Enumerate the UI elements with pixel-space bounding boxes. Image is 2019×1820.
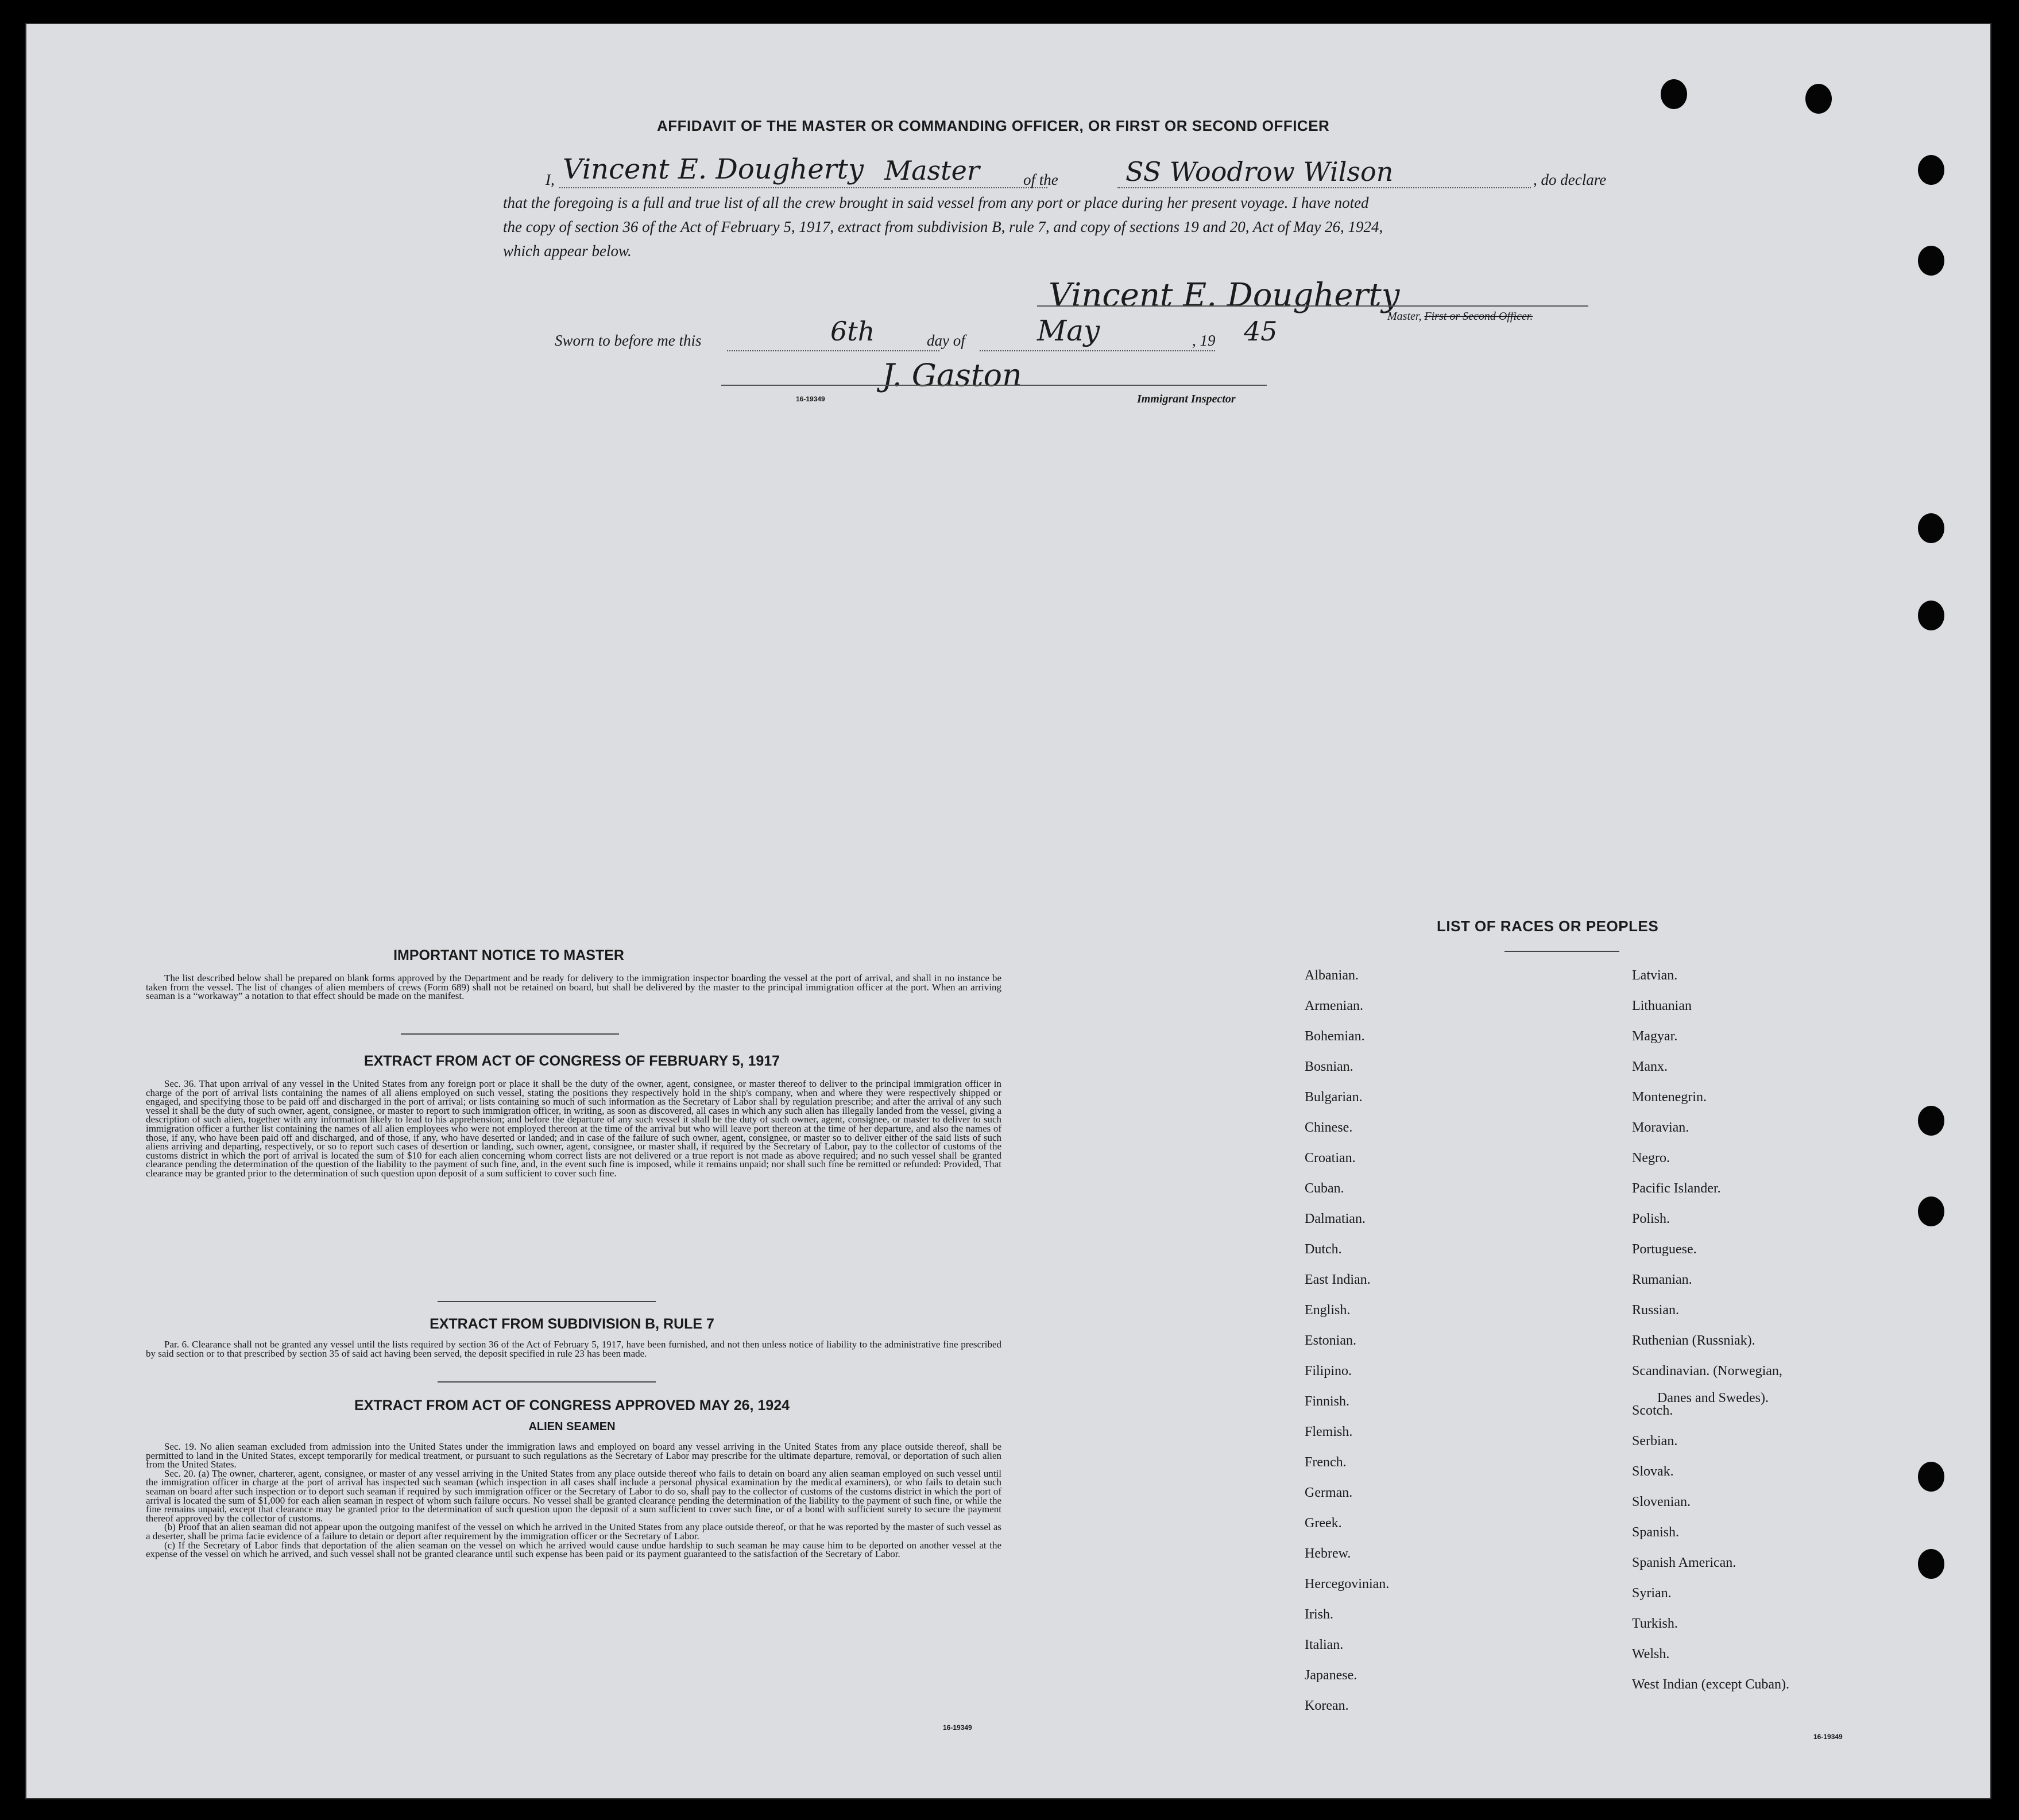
handwritten-day: 6th [830, 316, 875, 347]
race-item: Manx. [1632, 1059, 1668, 1074]
binder-hole-4 [1918, 246, 1944, 276]
binder-hole-6 [1918, 601, 1944, 630]
affidavit-line1 [546, 153, 1637, 193]
handwritten-master-title: Master [884, 155, 980, 186]
binder-hole-9 [1918, 1462, 1944, 1492]
race-item: Portuguese. [1632, 1242, 1697, 1257]
race-item: Polish. [1632, 1211, 1670, 1226]
race-item: Scotch. [1632, 1403, 1673, 1418]
notice-text [146, 974, 1001, 1001]
race-item: Armenian. [1305, 998, 1363, 1013]
document-sheet [25, 23, 1991, 1799]
divider-2 [438, 1301, 656, 1302]
handwritten-vessel-name: SS Woodrow Wilson [1125, 156, 1394, 187]
sworn-month-rule [980, 350, 1215, 351]
divider-3 [438, 1381, 656, 1383]
sec20a-paragraph: Sec. 20. (a) The owner, charterer, agent, consignee, or master of any vessel arriving in the United States from any place outside thereof who fails to detain on board any alien seaman employed on such vessel until the immigration officer in charge at the port of arrival has inspected such seaman (which inspection in all cases shall include a personal physical examination by the medical examiners), or who fails to detain such seaman on board after such inspection or to deport such seaman if required by such immigration officer or the Secretary of Labor to do so, shall pay to the collector of customs of the customs district in which the port of arrival is located the sum of $1,000 for each alien seaman in respect of whom such failure occurs. No vessel shall be granted clearance pending the determination of the liability to the payment of such fine, or while the fine remains unpaid, except that clearance may be granted prior to the determination of such question upon the deposit of a sum sufficient to cover such fine, or of a bond with sufficient surety to secure the payment thereof approved by the collector of customs. [146, 1467, 1001, 1524]
race-item: Bulgarian. [1305, 1090, 1363, 1105]
race-item: German. [1305, 1485, 1353, 1500]
race-item: Hercegovinian. [1305, 1577, 1390, 1591]
sec20b-paragraph: (b) Proof that an alien seaman did not appear upon the outgoing manifest of the vessel on which he arrived in the United States from any place outside thereof, or that he was reported by the master of such vessel as a deserter, shall be prima facie evidence of a failure to detain or deport after requirement by the immigration officer or the Secretary of Labor. [146, 1521, 1001, 1542]
race-item: French. [1305, 1455, 1347, 1470]
vessel-name-rule [1117, 187, 1531, 188]
officer-label-master: Master, [1387, 310, 1422, 323]
race-item: Welsh. [1632, 1647, 1670, 1662]
race-item: Bohemian. [1305, 1029, 1365, 1044]
affidavit-I-label: I, [546, 171, 555, 188]
race-item: West Indian (except Cuban). [1632, 1677, 1789, 1692]
race-item: Pacific Islander. [1632, 1181, 1721, 1196]
inspector-label: Immigrant Inspector [1137, 393, 1236, 405]
officer-label [1387, 310, 1533, 323]
race-item: Croatian. [1305, 1151, 1356, 1165]
races-title: LIST OF RACES OR PEOPLES [1437, 917, 1659, 935]
race-item: Italian. [1305, 1637, 1344, 1652]
race-item: Finnish. [1305, 1394, 1350, 1409]
race-item: Serbian. [1632, 1434, 1678, 1449]
race-item: Korean. [1305, 1698, 1349, 1713]
year-prefix: , 19 [1192, 332, 1216, 349]
extract-1917-paragraph: Sec. 36. That upon arrival of any vessel in the United States from any foreign port or place it shall be the duty of the owner, agent, consignee, or master thereof to deliver to the principal immigration officer in charge of the port of arrival lists containing the names of all aliens employed on such vessel, stating the positions they respectively hold in the ship's company, when and where they were respectively shipped or engaged, and specifying those to be paid off and discharged in the port of arrival; or lists containing so much of such information as the Secretary of Labor shall by regulation prescribe; and after the arrival of any such vessel it shall be the duty of such owner, agent, consignee, or master to report to such immigration officer, in writing, as soon as discovered, all cases in which any such alien has illegally landed from the vessel, giving a description of such alien, together with any information likely to lead to his apprehension; and before the departure of any such vessel it shall be the duty of such owner, agent, consignee, or master to deliver to such immigration officer a further list containing the names of all alien employees who were not employed thereon at the time of the arrival but who will leave port thereon at the time of her departure, and also the names of those, if any, who have been paid off and discharged, and of those, if any, who have deserted or landed; and in case of the failure of such owner, agent, consignee, or master so to deliver either of the said lists of such aliens arriving and departing, respectively, or so to report such cases of desertion or landing, such owner, agent, consignee, or master shall, if required by the Secretary of Labor, pay to the collector of customs of the customs district in which the port of arrival is located the sum of $10 for each alien concerning whom correct lists are not delivered or a true report is not made as above required; and no such vessel shall be granted clearance pending the determination of the question of the liability to the payment of such fine, and, in the event such fine is imposed, while it remains unpaid; nor shall such fine be remitted or refunded: Provided, That clearance may be granted prior to the determination of such question upon deposit of a sum sufficient to cover such fine. [146, 1078, 1001, 1179]
inspector-rule [721, 385, 1267, 386]
race-scandinavian-cont: Danes and Swedes). [1657, 1391, 1769, 1405]
sec20c-paragraph: (c) If the Secretary of Labor finds that deportation of the alien seaman on the vessel on which he arrived would cause undue hardship to such seaman he may cause him to be deported on another vessel at the expense of the vessel on which he arrived, and such vessel shall not be granted clearance until such expense has been paid or its payment guaranteed to the satisfaction of the Secretary of Labor. [146, 1539, 1001, 1560]
race-item: Hebrew. [1305, 1546, 1351, 1561]
inspector-signature: J. Gaston [882, 357, 1022, 393]
race-item: Magyar. [1632, 1029, 1678, 1044]
races-underline [1504, 951, 1619, 952]
race-item: Turkish. [1632, 1616, 1678, 1631]
race-item: Irish. [1305, 1607, 1333, 1622]
divider-1 [401, 1033, 619, 1035]
officer-label-struck: First or Second Officer. [1424, 310, 1533, 323]
race-item: Slovak. [1632, 1464, 1674, 1479]
race-item: Negro. [1632, 1151, 1670, 1165]
affidavit-form-number: 16-19349 [796, 395, 825, 403]
binder-hole-7 [1918, 1106, 1944, 1136]
race-item: Scandinavian. (Norwegian, [1632, 1364, 1782, 1378]
extract-1924-title: EXTRACT FROM ACT OF CONGRESS APPROVED MAY 26, 1924 [354, 1397, 790, 1414]
race-item: Dutch. [1305, 1242, 1342, 1257]
notice-title: IMPORTANT NOTICE TO MASTER [393, 947, 624, 963]
signature-rule [1037, 305, 1588, 307]
subdivision-b-paragraph: Par. 6. Clearance shall not be granted any vessel until the lists required by section 36 of the Act of February 5, 1917, have been furnished, and not then unless notice of liability to the administrative fine prescribed by said section or to that prescribed by section 35 of said act having been served, the deposit specified in rule 23 has been made. [146, 1339, 1001, 1359]
affidavit-line4: which appear below. [503, 242, 632, 260]
sworn-day-rule [727, 350, 939, 351]
race-item: East Indian. [1305, 1272, 1371, 1287]
affidavit-line2: that the foregoing is a full and true list of all the crew brought in said vessel from any port or place during her present voyage. I have noted [503, 194, 1369, 211]
affidavit-declare-label: , do declare [1533, 171, 1607, 188]
handwritten-year: 45 [1244, 316, 1278, 347]
binder-hole-3 [1918, 155, 1944, 185]
binder-hole-8 [1918, 1196, 1944, 1226]
binder-hole-1 [1661, 79, 1687, 109]
race-item: Moravian. [1632, 1120, 1689, 1135]
race-item: Greek. [1305, 1516, 1342, 1531]
affidavit-line3: the copy of section 36 of the Act of February 5, 1917, extract from subdivision B, rule 7, and copy of sections 19 and 20, Act of May 26, 1924, [503, 218, 1383, 235]
extract-form-number: 16-19349 [943, 1724, 972, 1732]
notice-paragraph: The list described below shall be prepared on blank forms approved by the Department and be ready for delivery to the immigration inspector boarding the vessel at the port of arrival, and shall in no instance be taken from the vessel. The list of changes of alien members of crews (Form 689) shall not be retained on board, but shall be delivered by the master to the principal immigration officer at the port. When an arriving seaman is a “workaway” a notation to that effect should be made on the manifest. [146, 973, 1001, 1002]
race-item: Japanese. [1305, 1668, 1357, 1683]
extract-1917-title: EXTRACT FROM ACT OF CONGRESS OF FEBRUARY 5, 1917 [363, 1053, 780, 1069]
race-item: Flemish. [1305, 1424, 1353, 1439]
binder-hole-10 [1918, 1549, 1944, 1579]
day-of-label: day of [927, 332, 965, 349]
race-item: Russian. [1632, 1303, 1680, 1318]
race-item: Dalmatian. [1305, 1211, 1366, 1226]
master-signature: Vincent E. Dougherty [1049, 277, 1400, 314]
race-item: Spanish American. [1632, 1555, 1736, 1570]
race-item: Rumanian. [1632, 1272, 1692, 1287]
race-item: Cuban. [1305, 1181, 1344, 1196]
race-item: Lithuanian [1632, 998, 1692, 1013]
binder-hole-5 [1918, 513, 1944, 543]
race-item: Estonian. [1305, 1333, 1356, 1348]
sworn-label: Sworn to before me this [555, 332, 702, 349]
handwritten-month: May [1037, 314, 1100, 347]
race-item: Filipino. [1305, 1364, 1352, 1378]
binder-hole-2 [1805, 84, 1832, 114]
race-item: Spanish. [1632, 1525, 1680, 1540]
sec19-paragraph: Sec. 19. No alien seaman excluded from admission into the United States under the immigration laws and employed on board any vessel arriving in the United States from any place outside thereof, shall be permitted to land in the United States, except temporarily for medical treatment, or pursuant to such regulations as the Secretary of Labor may prescribe for the ultimate departure, removal, or deportation of such alien from the United States. [146, 1441, 1001, 1470]
race-item: Montenegrin. [1632, 1090, 1707, 1105]
race-item: Slovenian. [1632, 1494, 1691, 1509]
race-item: Chinese. [1305, 1120, 1353, 1135]
race-item: Ruthenian (Russniak). [1632, 1333, 1755, 1348]
subdivision-b-text [146, 1340, 1001, 1358]
race-item: Bosnian. [1305, 1059, 1353, 1074]
extract-1917-text [146, 1079, 1001, 1178]
race-item: Latvian. [1632, 968, 1678, 983]
affidavit-title: AFFIDAVIT OF THE MASTER OR COMMANDING OFFICER, OR FIRST OR SECOND OFFICER [657, 117, 1330, 134]
subdivision-b-title: EXTRACT FROM SUBDIVISION B, RULE 7 [430, 1316, 714, 1332]
handwritten-master-name: Vincent E. Dougherty [563, 153, 864, 185]
race-item: Albanian. [1305, 968, 1359, 983]
affidavit-of-the-label: of the [1023, 171, 1058, 188]
master-name-rule [559, 187, 1047, 188]
alien-seamen-subtitle: ALIEN SEAMEN [528, 1420, 616, 1433]
race-item: Syrian. [1632, 1586, 1672, 1601]
race-item: English. [1305, 1303, 1351, 1318]
extract-1924-text [146, 1442, 1001, 1559]
races-form-number: 16-19349 [1813, 1733, 1843, 1741]
